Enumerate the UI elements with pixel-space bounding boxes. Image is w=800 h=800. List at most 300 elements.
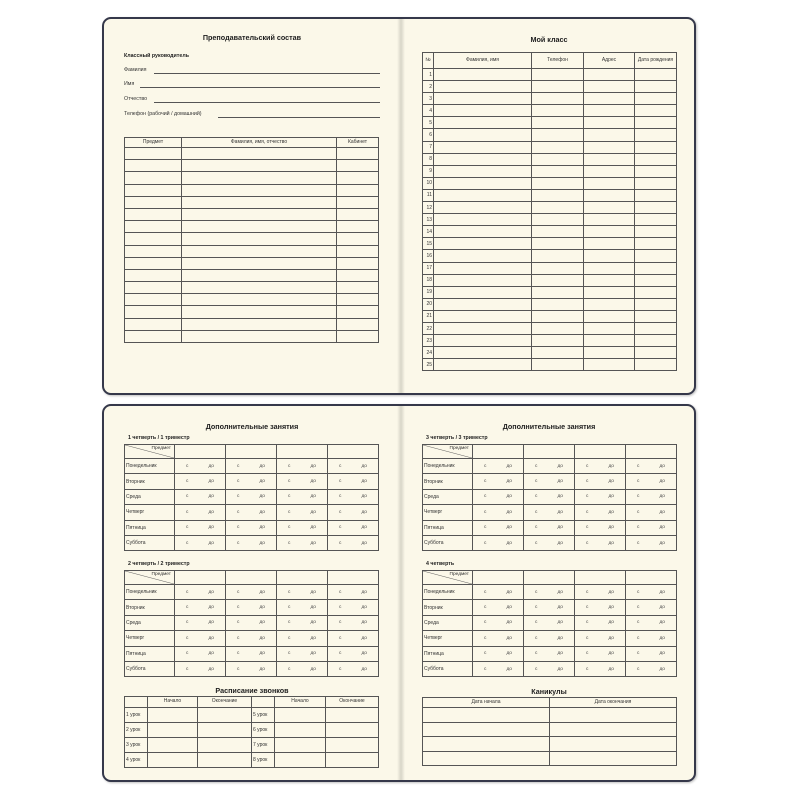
class-name-cell[interactable] (434, 141, 532, 153)
class-address-cell[interactable] (584, 129, 635, 141)
class-name-cell[interactable] (434, 322, 532, 334)
class-name-cell[interactable] (434, 69, 532, 81)
time-slot-cell[interactable] (328, 585, 379, 600)
class-phone-cell[interactable] (532, 105, 584, 117)
time-slot-cell[interactable] (626, 600, 677, 615)
class-name-cell[interactable] (434, 81, 532, 93)
class-name-cell[interactable] (434, 286, 532, 298)
subject-header-cell[interactable] (524, 571, 575, 585)
time-slot-cell[interactable] (328, 600, 379, 615)
fullname-cell[interactable] (182, 318, 337, 330)
class-phone-cell[interactable] (532, 226, 584, 238)
class-name-cell[interactable] (434, 359, 532, 371)
class-name-cell[interactable] (434, 117, 532, 129)
time-slot-cell[interactable] (626, 520, 677, 535)
time-slot-cell[interactable] (626, 585, 677, 600)
time-slot-cell[interactable] (277, 646, 328, 661)
time-slot-cell[interactable] (575, 520, 626, 535)
subject-cell[interactable] (125, 294, 182, 306)
bell-start-cell[interactable] (148, 753, 198, 768)
time-slot-cell[interactable] (575, 661, 626, 676)
class-birthdate-cell[interactable] (635, 153, 677, 165)
room-cell[interactable] (337, 269, 379, 281)
class-phone-cell[interactable] (532, 359, 584, 371)
time-slot-cell[interactable] (626, 535, 677, 550)
time-slot-cell[interactable] (226, 520, 277, 535)
class-birthdate-cell[interactable] (635, 81, 677, 93)
subject-cell[interactable] (125, 148, 182, 160)
class-phone-cell[interactable] (532, 286, 584, 298)
class-phone-cell[interactable] (532, 69, 584, 81)
class-phone-cell[interactable] (532, 238, 584, 250)
time-slot-cell[interactable] (524, 505, 575, 520)
class-birthdate-cell[interactable] (635, 359, 677, 371)
holiday-end-cell[interactable] (550, 751, 677, 766)
class-name-cell[interactable] (434, 202, 532, 214)
fullname-cell[interactable] (182, 196, 337, 208)
subject-cell[interactable] (125, 245, 182, 257)
bell-start-cell[interactable] (275, 708, 326, 723)
time-slot-cell[interactable] (175, 520, 226, 535)
time-slot-cell[interactable] (524, 535, 575, 550)
time-slot-cell[interactable] (473, 505, 524, 520)
subject-cell[interactable] (125, 318, 182, 330)
time-slot-cell[interactable] (226, 600, 277, 615)
class-birthdate-cell[interactable] (635, 310, 677, 322)
class-address-cell[interactable] (584, 250, 635, 262)
time-slot-cell[interactable] (277, 631, 328, 646)
time-slot-cell[interactable] (626, 459, 677, 474)
time-slot-cell[interactable] (626, 661, 677, 676)
time-slot (176, 479, 224, 484)
holiday-end-cell[interactable] (550, 737, 677, 752)
time-slot-cell[interactable] (473, 520, 524, 535)
time-slot-cell[interactable] (328, 489, 379, 504)
time-slot-cell[interactable] (328, 474, 379, 489)
time-slot-cell[interactable] (575, 615, 626, 630)
subject-header-cell[interactable] (626, 445, 677, 459)
fullname-cell[interactable] (182, 245, 337, 257)
class-address-cell[interactable] (584, 189, 635, 201)
time-slot-cell[interactable] (175, 505, 226, 520)
time-slot-cell[interactable] (524, 459, 575, 474)
time-slot-cell[interactable] (626, 474, 677, 489)
class-phone-cell[interactable] (532, 165, 584, 177)
class-phone-cell[interactable] (532, 177, 584, 189)
class-phone-cell[interactable] (532, 81, 584, 93)
time-slot-cell[interactable] (626, 489, 677, 504)
class-name-cell[interactable] (434, 274, 532, 286)
subject-cell[interactable] (125, 221, 182, 233)
time-slot-cell[interactable] (328, 615, 379, 630)
bell-end-cell[interactable] (198, 753, 252, 768)
fullname-cell[interactable] (182, 306, 337, 318)
time-slot-cell[interactable] (226, 585, 277, 600)
time-slot-cell[interactable] (328, 631, 379, 646)
surname-line[interactable] (154, 73, 380, 74)
time-slot-cell[interactable] (575, 585, 626, 600)
subject-header-cell[interactable] (277, 445, 328, 459)
subject-cell[interactable] (125, 160, 182, 172)
subject-header-cell[interactable] (328, 571, 379, 585)
time-slot-cell[interactable] (226, 646, 277, 661)
time-slot-cell[interactable] (575, 631, 626, 646)
time-slot-cell[interactable] (473, 646, 524, 661)
time-slot-cell[interactable] (524, 489, 575, 504)
time-slot-cell[interactable] (524, 474, 575, 489)
time-slot-cell[interactable] (175, 646, 226, 661)
class-name-cell[interactable] (434, 238, 532, 250)
class-name-cell[interactable] (434, 214, 532, 226)
time-slot-cell[interactable] (175, 535, 226, 550)
fullname-cell[interactable] (182, 330, 337, 342)
time-slot-cell[interactable] (226, 631, 277, 646)
time-slot-cell[interactable] (575, 489, 626, 504)
fullname-cell[interactable] (182, 208, 337, 220)
class-phone-cell[interactable] (532, 189, 584, 201)
class-address-cell[interactable] (584, 214, 635, 226)
subject-cell[interactable] (125, 330, 182, 342)
subject-cell[interactable] (125, 208, 182, 220)
time-slot-cell[interactable] (277, 661, 328, 676)
class-name-cell[interactable] (434, 310, 532, 322)
class-address-cell[interactable] (584, 359, 635, 371)
class-birthdate-cell[interactable] (635, 226, 677, 238)
time-slot-cell[interactable] (575, 535, 626, 550)
time-slot-cell[interactable] (277, 615, 328, 630)
class-address-cell[interactable] (584, 81, 635, 93)
fullname-cell[interactable] (182, 282, 337, 294)
subject-header-cell[interactable] (277, 571, 328, 585)
class-name-cell[interactable] (434, 105, 532, 117)
class-name-cell[interactable] (434, 177, 532, 189)
fullname-cell[interactable] (182, 160, 337, 172)
time-slot-cell[interactable] (277, 520, 328, 535)
time-slot-cell[interactable] (473, 489, 524, 504)
time-slot-cell[interactable] (473, 600, 524, 615)
class-name-cell[interactable] (434, 93, 532, 105)
patronymic-line[interactable] (154, 102, 380, 103)
room-cell[interactable] (337, 184, 379, 196)
class-name-cell[interactable] (434, 189, 532, 201)
holiday-start-cell[interactable] (423, 737, 550, 752)
class-address-cell[interactable] (584, 322, 635, 334)
class-phone-cell[interactable] (532, 93, 584, 105)
room-cell[interactable] (337, 318, 379, 330)
subject-cell[interactable] (125, 184, 182, 196)
time-slot-cell[interactable] (524, 646, 575, 661)
subject-header-cell[interactable] (226, 571, 277, 585)
class-address-cell[interactable] (584, 335, 635, 347)
class-phone-cell[interactable] (532, 262, 584, 274)
class-phone-cell[interactable] (532, 141, 584, 153)
class-address-cell[interactable] (584, 69, 635, 81)
subject-header-cell[interactable] (626, 571, 677, 585)
time-slot-cell[interactable] (575, 459, 626, 474)
class-phone-cell[interactable] (532, 322, 584, 334)
time-slot-cell[interactable] (473, 474, 524, 489)
time-slot (278, 667, 326, 672)
class-name-cell[interactable] (434, 262, 532, 274)
time-slot-cell[interactable] (175, 615, 226, 630)
fullname-cell[interactable] (182, 148, 337, 160)
time-slot-cell[interactable] (277, 535, 328, 550)
time-slot-cell[interactable] (473, 631, 524, 646)
time-slot-cell[interactable] (626, 615, 677, 630)
class-phone-cell[interactable] (532, 153, 584, 165)
room-cell[interactable] (337, 306, 379, 318)
class-phone-cell[interactable] (532, 202, 584, 214)
bell-start-cell[interactable] (148, 723, 198, 738)
time-slot-cell[interactable] (473, 459, 524, 474)
time-slot-cell[interactable] (524, 600, 575, 615)
time-slot-cell[interactable] (277, 600, 328, 615)
time-slot-cell[interactable] (328, 661, 379, 676)
fullname-cell[interactable] (182, 257, 337, 269)
time-slot (474, 464, 522, 469)
bell-end-cell[interactable] (326, 753, 379, 768)
class-birthdate-cell[interactable] (635, 177, 677, 189)
class-address-cell[interactable] (584, 202, 635, 214)
time-slot-cell[interactable] (175, 474, 226, 489)
class-phone-cell[interactable] (532, 214, 584, 226)
time-slot-cell[interactable] (277, 585, 328, 600)
time-slot-cell[interactable] (226, 489, 277, 504)
class-name-cell[interactable] (434, 335, 532, 347)
class-name-cell[interactable] (434, 129, 532, 141)
bell-end-cell[interactable] (198, 723, 252, 738)
time-slot-cell[interactable] (473, 535, 524, 550)
class-birthdate-cell[interactable] (635, 105, 677, 117)
time-slot-cell[interactable] (175, 631, 226, 646)
class-address-cell[interactable] (584, 298, 635, 310)
class-phone-cell[interactable] (532, 335, 584, 347)
class-address-cell[interactable] (584, 238, 635, 250)
class-birthdate-cell[interactable] (635, 335, 677, 347)
time-slot-cell[interactable] (175, 600, 226, 615)
class-row (423, 93, 677, 105)
room-cell[interactable] (337, 245, 379, 257)
time-slot-cell[interactable] (473, 615, 524, 630)
class-birthdate-cell[interactable] (635, 238, 677, 250)
class-phone-cell[interactable] (532, 298, 584, 310)
time-slot-cell[interactable] (226, 535, 277, 550)
class-birthdate-cell[interactable] (635, 69, 677, 81)
class-birthdate-cell[interactable] (635, 298, 677, 310)
time-slot-cell[interactable] (575, 505, 626, 520)
class-address-cell[interactable] (584, 117, 635, 129)
class-birthdate-cell[interactable] (635, 214, 677, 226)
class-birthdate-cell[interactable] (635, 117, 677, 129)
holiday-start-cell[interactable] (423, 751, 550, 766)
room-cell[interactable] (337, 257, 379, 269)
time-slot-cell[interactable] (226, 661, 277, 676)
time-slot-cell[interactable] (524, 661, 575, 676)
room-cell[interactable] (337, 221, 379, 233)
time-slot-cell[interactable] (277, 459, 328, 474)
class-name-cell[interactable] (434, 347, 532, 359)
from-label: с (288, 540, 291, 546)
class-address-cell[interactable] (584, 262, 635, 274)
class-birthdate-cell[interactable] (635, 322, 677, 334)
holiday-end-cell[interactable] (550, 722, 677, 737)
fullname-cell[interactable] (182, 233, 337, 245)
class-birthdate-cell[interactable] (635, 129, 677, 141)
phone-line[interactable] (218, 117, 380, 118)
to-label: до (259, 589, 265, 595)
subject-cell[interactable] (125, 269, 182, 281)
time-slot-cell[interactable] (328, 520, 379, 535)
class-birthdate-cell[interactable] (635, 347, 677, 359)
class-address-cell[interactable] (584, 226, 635, 238)
fullname-cell[interactable] (182, 294, 337, 306)
class-address-cell[interactable] (584, 347, 635, 359)
room-cell[interactable] (337, 208, 379, 220)
time-slot-cell[interactable] (226, 474, 277, 489)
time-slot-cell[interactable] (226, 459, 277, 474)
time-slot-cell[interactable] (524, 615, 575, 630)
time-slot-cell[interactable] (328, 505, 379, 520)
subject-cell[interactable] (125, 196, 182, 208)
time-slot-cell[interactable] (626, 646, 677, 661)
schedule-day-label: Пятница (423, 520, 473, 535)
time-slot-cell[interactable] (524, 520, 575, 535)
class-address-cell[interactable] (584, 310, 635, 322)
bell-end-cell[interactable] (198, 738, 252, 753)
subject-header-cell[interactable] (328, 445, 379, 459)
class-birthdate-cell[interactable] (635, 202, 677, 214)
room-cell[interactable] (337, 148, 379, 160)
time-slot-cell[interactable] (524, 631, 575, 646)
class-address-cell[interactable] (584, 93, 635, 105)
class-address-cell[interactable] (584, 141, 635, 153)
to-label: до (608, 589, 614, 595)
class-name-cell[interactable] (434, 226, 532, 238)
bell-end-cell[interactable] (326, 708, 379, 723)
class-address-cell[interactable] (584, 165, 635, 177)
holiday-start-cell[interactable] (423, 708, 550, 723)
time-slot-cell[interactable] (277, 505, 328, 520)
time-slot-cell[interactable] (626, 505, 677, 520)
time-slot-cell[interactable] (226, 505, 277, 520)
name-line[interactable] (140, 87, 380, 88)
bell-start-cell[interactable] (275, 738, 326, 753)
time-slot-cell[interactable] (524, 585, 575, 600)
room-cell[interactable] (337, 294, 379, 306)
bell-end-cell[interactable] (198, 708, 252, 723)
class-name-cell[interactable] (434, 298, 532, 310)
class-birthdate-cell[interactable] (635, 189, 677, 201)
time-slot-cell[interactable] (575, 474, 626, 489)
class-phone-cell[interactable] (532, 250, 584, 262)
time-slot-cell[interactable] (175, 585, 226, 600)
time-slot-cell[interactable] (328, 535, 379, 550)
class-name-cell[interactable] (434, 153, 532, 165)
time-slot-cell[interactable] (226, 615, 277, 630)
time-slot-cell[interactable] (328, 646, 379, 661)
holiday-start-cell[interactable] (423, 722, 550, 737)
time-slot-cell[interactable] (473, 661, 524, 676)
time-slot-cell[interactable] (626, 631, 677, 646)
subject-header-cell[interactable] (226, 445, 277, 459)
time-slot-cell[interactable] (175, 661, 226, 676)
class-address-cell[interactable] (584, 286, 635, 298)
bell-start-cell[interactable] (148, 708, 198, 723)
time-slot-cell[interactable] (175, 459, 226, 474)
subject-cell[interactable] (125, 306, 182, 318)
time-slot-cell[interactable] (328, 459, 379, 474)
subject-cell[interactable] (125, 282, 182, 294)
subject-header-cell[interactable] (473, 571, 524, 585)
class-birthdate-cell[interactable] (635, 262, 677, 274)
fullname-cell[interactable] (182, 172, 337, 184)
subject-header-cell[interactable] (175, 571, 226, 585)
class-phone-cell[interactable] (532, 117, 584, 129)
time-slot-cell[interactable] (473, 585, 524, 600)
bell-end-cell[interactable] (326, 738, 379, 753)
bell-end-cell[interactable] (326, 723, 379, 738)
bell-start-cell[interactable] (275, 723, 326, 738)
time-slot (525, 510, 573, 515)
time-slot-cell[interactable] (277, 474, 328, 489)
room-cell[interactable] (337, 282, 379, 294)
subject-header-cell[interactable] (575, 445, 626, 459)
fullname-cell[interactable] (182, 269, 337, 281)
class-phone-cell[interactable] (532, 274, 584, 286)
subject-cell[interactable] (125, 233, 182, 245)
class-name-cell[interactable] (434, 165, 532, 177)
subject-header-cell[interactable] (473, 445, 524, 459)
room-cell[interactable] (337, 172, 379, 184)
class-birthdate-cell[interactable] (635, 165, 677, 177)
class-birthdate-cell[interactable] (635, 286, 677, 298)
time-slot-cell[interactable] (175, 489, 226, 504)
holiday-end-cell[interactable] (550, 708, 677, 723)
class-address-cell[interactable] (584, 105, 635, 117)
bell-start-cell[interactable] (148, 738, 198, 753)
subject-header-cell[interactable] (575, 571, 626, 585)
class-phone-cell[interactable] (532, 310, 584, 322)
from-label: с (535, 620, 538, 626)
subject-header-cell[interactable] (175, 445, 226, 459)
room-cell[interactable] (337, 160, 379, 172)
class-address-cell[interactable] (584, 177, 635, 189)
room-cell[interactable] (337, 233, 379, 245)
fullname-cell[interactable] (182, 184, 337, 196)
class-birthdate-cell[interactable] (635, 141, 677, 153)
subject-header-cell[interactable] (524, 445, 575, 459)
class-birthdate-cell[interactable] (635, 250, 677, 262)
room-cell[interactable] (337, 330, 379, 342)
class-address-cell[interactable] (584, 153, 635, 165)
time-slot-cell[interactable] (575, 600, 626, 615)
room-cell[interactable] (337, 196, 379, 208)
class-phone-cell[interactable] (532, 347, 584, 359)
class-name-cell[interactable] (434, 250, 532, 262)
to-label: до (259, 605, 265, 611)
class-address-cell[interactable] (584, 274, 635, 286)
subject-cell[interactable] (125, 172, 182, 184)
bell-start-cell[interactable] (275, 753, 326, 768)
time-slot-cell[interactable] (575, 646, 626, 661)
fullname-cell[interactable] (182, 221, 337, 233)
class-birthdate-cell[interactable] (635, 93, 677, 105)
subject-cell[interactable] (125, 257, 182, 269)
extra-right-page (402, 406, 696, 780)
class-birthdate-cell[interactable] (635, 274, 677, 286)
class-phone-cell[interactable] (532, 129, 584, 141)
time-slot-cell[interactable] (277, 489, 328, 504)
